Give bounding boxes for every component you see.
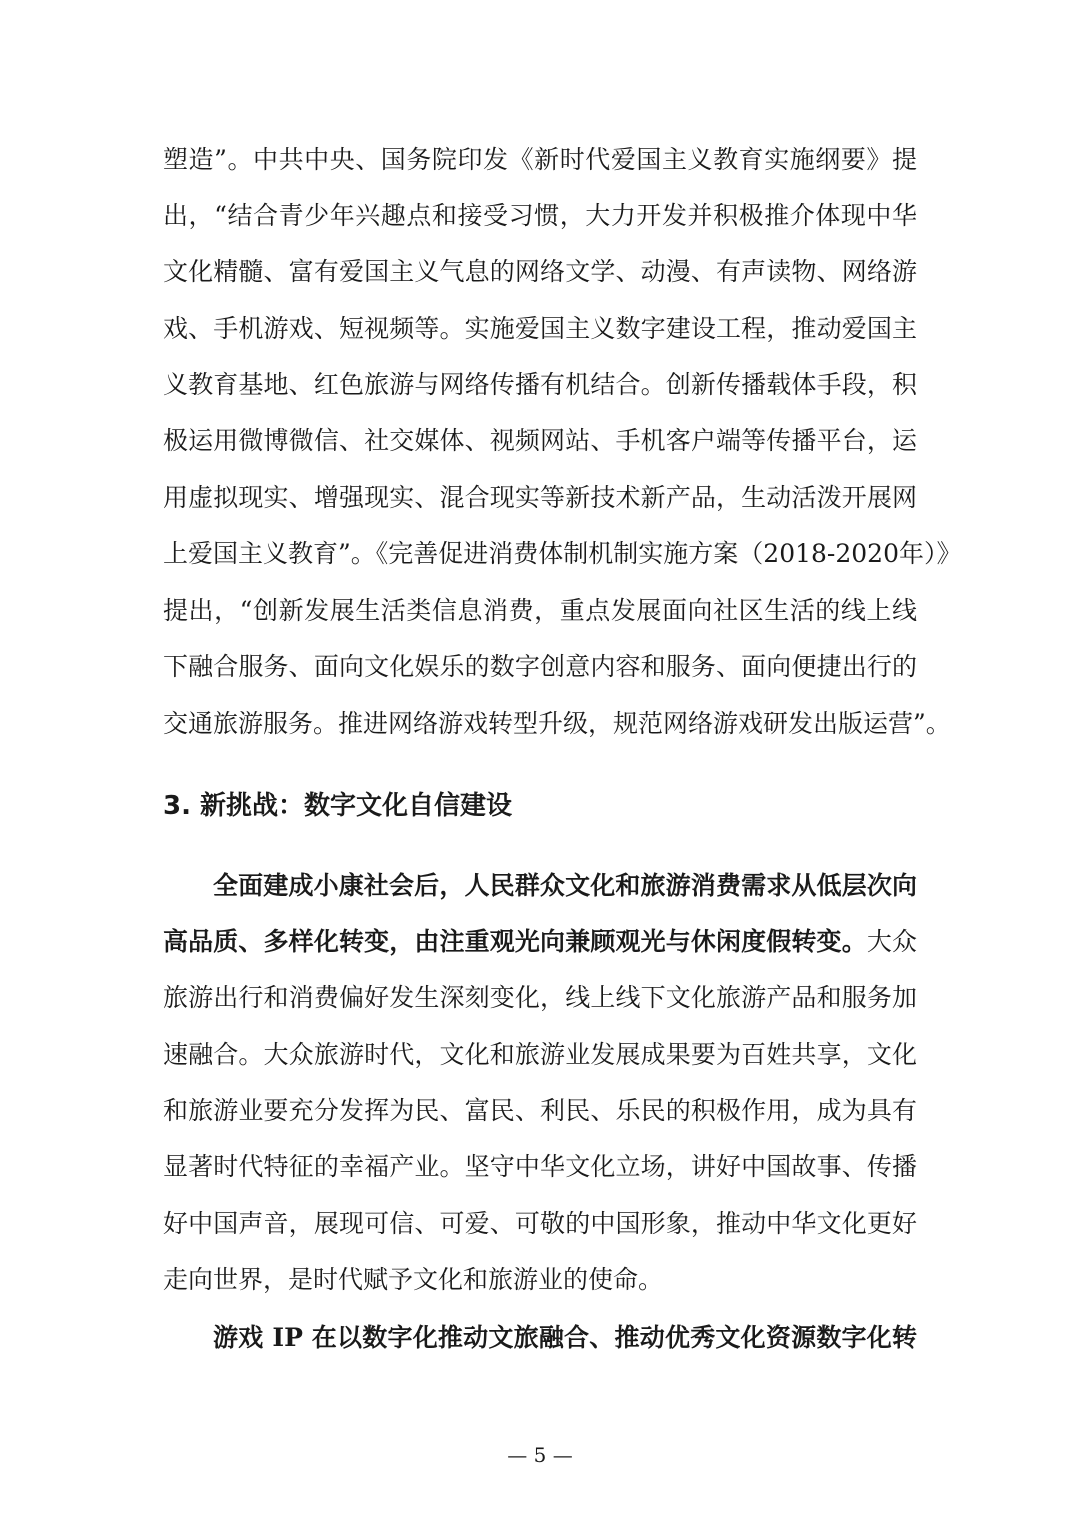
paragraph-2-line-2 bbox=[163, 922, 917, 962]
paragraph-1-line-8: 上爱国主义教育”。《完善促进消费体制机制实施方案（2018-2020年）》 bbox=[163, 539, 962, 568]
paragraph-2-line-2-rest: 大众 bbox=[866, 927, 917, 956]
paragraph-1-line-6: 极运用微博微信、社交媒体、视频网站、手机客户端等传播平台，运 bbox=[163, 426, 917, 455]
paragraph-2-line-4: 速融合。大众旅游时代，文化和旅游业发展成果要为百姓共享，文化 bbox=[163, 1040, 917, 1069]
paragraph-2-line-6: 显著时代特征的幸福产业。坚守中华文化立场，讲好中国故事、传播 bbox=[163, 1152, 917, 1181]
paragraph-1-line-11: 交通旅游服务。推进网络游戏转型升级，规范网络游戏研发出版运营”。 bbox=[163, 709, 951, 738]
paragraph-2-line-7: 好中国声音，展现可信、可爱、可敬的中国形象，推动中华文化更好 bbox=[163, 1209, 917, 1238]
paragraph-2-line-2-bold: 高品质、多样化转变，由注重观光向兼顾观光与休闲度假转变。 bbox=[163, 927, 867, 956]
paragraph-1-line-1: 塑造”。中共中央、国务院印发《新时代爱国主义教育实施纲要》提 bbox=[163, 145, 917, 174]
paragraph-1-line-5: 义教育基地、红色旅游与网络传播有机结合。创新传播载体手段，积 bbox=[163, 370, 917, 399]
paragraph-2-line-5: 和旅游业要充分发挥为民、富民、利民、乐民的积极作用，成为具有 bbox=[163, 1096, 917, 1125]
section-heading: 3. 新挑战：数字文化自信建设 bbox=[163, 791, 513, 821]
paragraph-2-line-8: 走向世界，是时代赋予文化和旅游业的使命。 bbox=[163, 1265, 664, 1294]
paragraph-1-line-3: 文化精髓、富有爱国主义气息的网络文学、动漫、有声读物、网络游 bbox=[163, 257, 917, 286]
paragraph-1-line-10: 下融合服务、面向文化娱乐的数字创意内容和服务、面向便捷出行的 bbox=[163, 652, 917, 681]
paragraph-1-line-7: 用虚拟现实、增强现实、混合现实等新技术新产品，生动活泼开展网 bbox=[163, 483, 917, 512]
paragraph-2-line-1: 全面建成小康社会后，人民群众文化和旅游消费需求从低层次向 bbox=[213, 871, 917, 900]
paragraph-1-line-2: 出，“结合青少年兴趣点和接受习惯，大力开发并积极推介体现中华 bbox=[163, 201, 917, 230]
page-number: — 5 — bbox=[507, 1443, 573, 1467]
paragraph-2-line-3: 旅游出行和消费偏好发生深刻变化，线上线下文化旅游产品和服务加 bbox=[163, 983, 917, 1012]
paragraph-1-line-4: 戏、手机游戏、短视频等。实施爱国主义数字建设工程，推动爱国主 bbox=[163, 314, 917, 343]
paragraph-1-line-9: 提出，“创新发展生活类信息消费，重点发展面向社区生活的线上线 bbox=[163, 596, 917, 625]
paragraph-3-line-1: 游戏 IP 在以数字化推动文旅融合、推动优秀文化资源数字化转 bbox=[213, 1323, 917, 1352]
